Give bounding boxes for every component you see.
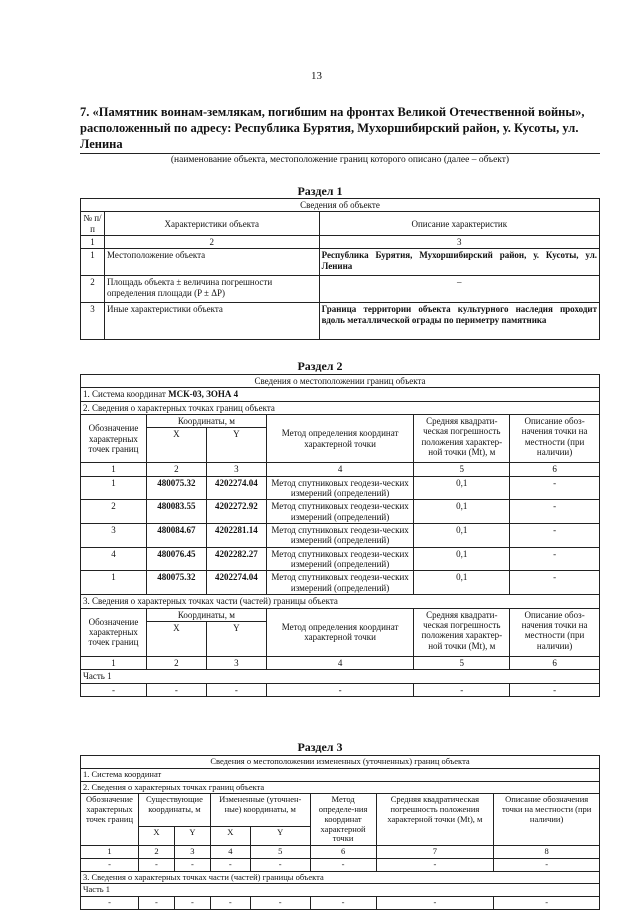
- point-y: 4202281.14: [206, 524, 266, 548]
- table-row: [81, 276, 600, 303]
- header-coords: Координаты, м: [146, 608, 266, 621]
- table-row: [81, 897, 600, 910]
- index-cell: 7: [376, 846, 494, 859]
- index-cell: 6: [510, 656, 600, 669]
- header-point: Обозначение характерных точек границ: [81, 608, 147, 656]
- point-x: 480075.32: [146, 476, 206, 500]
- part-label: Часть 1: [81, 670, 600, 683]
- point-id: 2: [81, 500, 147, 524]
- point-id: 3: [81, 524, 147, 548]
- point-method: Метод спутниковых геодези-ческих измерений (определений): [266, 524, 414, 548]
- header-y: Y: [206, 621, 266, 656]
- heading-caption: (наименование объекта, местоположение границ которого описано (далее – объект): [170, 155, 510, 165]
- empty-cell: -: [210, 897, 250, 910]
- parts-title: 3. Сведения о характерных точках части (частей) границы объекта: [81, 595, 600, 608]
- index-cell: 6: [510, 463, 600, 476]
- point-description: -: [510, 524, 600, 548]
- point-x: 480075.32: [146, 571, 206, 595]
- point-method: Метод спутниковых геодези-ческих измерений (определений): [266, 476, 414, 500]
- row-characteristic: Иные характеристики объекта: [104, 303, 319, 340]
- point-description: -: [510, 476, 600, 500]
- point-x: 480076.45: [146, 547, 206, 571]
- row-number: 2: [81, 276, 105, 303]
- index-cell: 1: [81, 846, 139, 859]
- empty-cell: -: [81, 683, 147, 696]
- header-x: X: [210, 827, 250, 846]
- parts-title: 3. Сведения о характерных точках части (частей) границы объекта: [81, 871, 600, 884]
- empty-cell: -: [138, 897, 174, 910]
- object-heading: [80, 104, 600, 152]
- header-accuracy: Средняя квадрати-ческая погрешность положения характер-ной точки (Mt), м: [414, 608, 510, 656]
- empty-cell: -: [510, 683, 600, 696]
- header-y: Y: [250, 827, 310, 846]
- section-1-banner: Сведения об объекте: [81, 199, 600, 212]
- table-row: [81, 858, 600, 871]
- row-number: 3: [81, 303, 105, 340]
- index-cell: 5: [414, 656, 510, 669]
- index-cell: 5: [414, 463, 510, 476]
- heading-line-2: расположенный по адресу: Республика Бурятия, Мухоршибирский район, у. Кусоты, ул.: [80, 121, 579, 135]
- point-y: 4202274.04: [206, 476, 266, 500]
- header-characteristic: Характеристики объекта: [104, 212, 319, 236]
- index-cell: 4: [266, 463, 414, 476]
- heading-line-3: Ленина: [80, 137, 123, 151]
- index-cell: 6: [310, 846, 376, 859]
- coordinate-system: 1. Система координат МСК-03, ЗОНА 4: [81, 388, 600, 401]
- part-label: Часть 1: [81, 884, 600, 897]
- header-point: Обозначение характерных точек границ: [81, 794, 139, 846]
- point-method: Метод спутниковых геодези-ческих измерений (определений): [266, 547, 414, 571]
- section-2-title: Раздел 2: [297, 359, 343, 373]
- empty-cell: -: [414, 683, 510, 696]
- empty-cell: -: [376, 897, 494, 910]
- index-cell: 4: [266, 656, 414, 669]
- point-method: Метод спутниковых геодези-ческих измерений (определений): [266, 500, 414, 524]
- point-y: 4202274.04: [206, 571, 266, 595]
- empty-cell: -: [146, 683, 206, 696]
- point-method: Метод спутниковых геодези-ческих измерений (определений): [266, 571, 414, 595]
- empty-cell: -: [494, 858, 600, 871]
- point-y: 4202282.27: [206, 547, 266, 571]
- index-cell: 2: [146, 463, 206, 476]
- index-cell: 3: [319, 236, 599, 249]
- header-description: Описание характеристик: [319, 212, 599, 236]
- row-characteristic: Площадь объекта ± величина погрешности определения площади (P ± ΔP): [104, 276, 319, 303]
- empty-cell: -: [81, 858, 139, 871]
- header-method: Метод определе-ния координат характерной точки: [310, 794, 376, 846]
- point-accuracy: 0,1: [414, 500, 510, 524]
- empty-cell: -: [376, 858, 494, 871]
- index-cell: 1: [81, 656, 147, 669]
- coordinate-system-value: МСК-03, ЗОНА 4: [168, 389, 239, 400]
- empty-cell: -: [266, 683, 414, 696]
- index-cell: 3: [206, 463, 266, 476]
- point-accuracy: 0,1: [414, 547, 510, 571]
- table-row: [81, 500, 600, 524]
- index-cell: 2: [146, 656, 206, 669]
- header-accuracy: Средняя квадрати-ческая погрешность положения характер-ной точки (Mt), м: [414, 415, 510, 463]
- point-description: -: [510, 571, 600, 595]
- section-2-banner: Сведения о местоположении границ объекта: [81, 375, 600, 388]
- point-accuracy: 0,1: [414, 571, 510, 595]
- empty-cell: -: [174, 897, 210, 910]
- header-x: X: [146, 621, 206, 656]
- section-3-title: Раздел 3: [297, 740, 343, 754]
- section-3-banner: Сведения о местоположении измененных (уточненных) границ объекта: [81, 756, 600, 769]
- row-description: Граница территории объекта культурного наследия проходит вдоль металлической ограды по периметру памятника: [319, 303, 599, 340]
- row-characteristic: Местоположение объекта: [104, 249, 319, 276]
- empty-cell: -: [174, 858, 210, 871]
- section-2-table: [80, 374, 600, 697]
- point-x: 480084.67: [146, 524, 206, 548]
- header-y: Y: [206, 428, 266, 463]
- table-row: [81, 571, 600, 595]
- empty-cell: -: [250, 858, 310, 871]
- point-x: 480083.55: [146, 500, 206, 524]
- index-cell: 4: [210, 846, 250, 859]
- index-cell: 1: [81, 236, 105, 249]
- table-row: [81, 524, 600, 548]
- point-accuracy: 0,1: [414, 476, 510, 500]
- index-cell: 1: [81, 463, 147, 476]
- point-id: 1: [81, 476, 147, 500]
- point-description: -: [510, 547, 600, 571]
- index-cell: 8: [494, 846, 600, 859]
- header-coords: Координаты, м: [146, 415, 266, 428]
- table-row: [81, 547, 600, 571]
- heading-line-1: 7. «Памятник воинам-землякам, погибшим на фронтах Великой Отечественной войны»,: [80, 105, 585, 119]
- point-id: 1: [81, 571, 147, 595]
- empty-cell: -: [310, 897, 376, 910]
- header-y: Y: [174, 827, 210, 846]
- point-accuracy: 0,1: [414, 524, 510, 548]
- point-id: 4: [81, 547, 147, 571]
- points-title: 2. Сведения о характерных точках границ объекта: [81, 781, 600, 794]
- empty-cell: -: [206, 683, 266, 696]
- row-description: Республика Бурятия, Мухоршибирский район, у. Кусоты, ул. Ленина: [319, 249, 599, 276]
- header-method: Метод определения координат характерной точки: [266, 608, 414, 656]
- empty-cell: -: [138, 858, 174, 871]
- header-accuracy: Средняя квадратическая погрешность положения характерной точки (Mt), м: [376, 794, 494, 846]
- index-cell: 2: [138, 846, 174, 859]
- row-number: 1: [81, 249, 105, 276]
- point-description: -: [510, 500, 600, 524]
- coordinate-system: 1. Система координат: [81, 768, 600, 781]
- header-description: Описание обоз-начения точки на местности (при наличии): [510, 608, 600, 656]
- point-y: 4202272.92: [206, 500, 266, 524]
- table-row: [81, 249, 600, 276]
- header-point: Обозначение характерных точек границ: [81, 415, 147, 463]
- empty-cell: -: [310, 858, 376, 871]
- index-cell: 5: [250, 846, 310, 859]
- header-existing-coords: Существующие координаты, м: [138, 794, 210, 827]
- header-num: № п/п: [81, 212, 105, 236]
- row-description: –: [319, 276, 599, 303]
- table-row: [81, 683, 600, 696]
- index-cell: 3: [206, 656, 266, 669]
- page-number: 13: [311, 70, 322, 82]
- empty-cell: -: [210, 858, 250, 871]
- empty-cell: -: [494, 897, 600, 910]
- header-method: Метод определения координат характерной точки: [266, 415, 414, 463]
- points-title: 2. Сведения о характерных точках границ объекта: [81, 401, 600, 414]
- header-x: X: [146, 428, 206, 463]
- table-row: [81, 476, 600, 500]
- section-3-table: [80, 755, 600, 910]
- index-cell: 3: [174, 846, 210, 859]
- section-1-title: Раздел 1: [297, 184, 343, 198]
- header-x: X: [138, 827, 174, 846]
- table-row: [81, 303, 600, 340]
- empty-cell: -: [81, 897, 139, 910]
- header-description: Описание обоз-начения точки на местности (при наличии): [510, 415, 600, 463]
- section-1-table: [80, 198, 600, 340]
- empty-cell: -: [250, 897, 310, 910]
- header-description: Описание обозначения точки на местности (при наличии): [494, 794, 600, 846]
- header-changed-coords: Измененные (уточнен-ные) координаты, м: [210, 794, 310, 827]
- index-cell: 2: [104, 236, 319, 249]
